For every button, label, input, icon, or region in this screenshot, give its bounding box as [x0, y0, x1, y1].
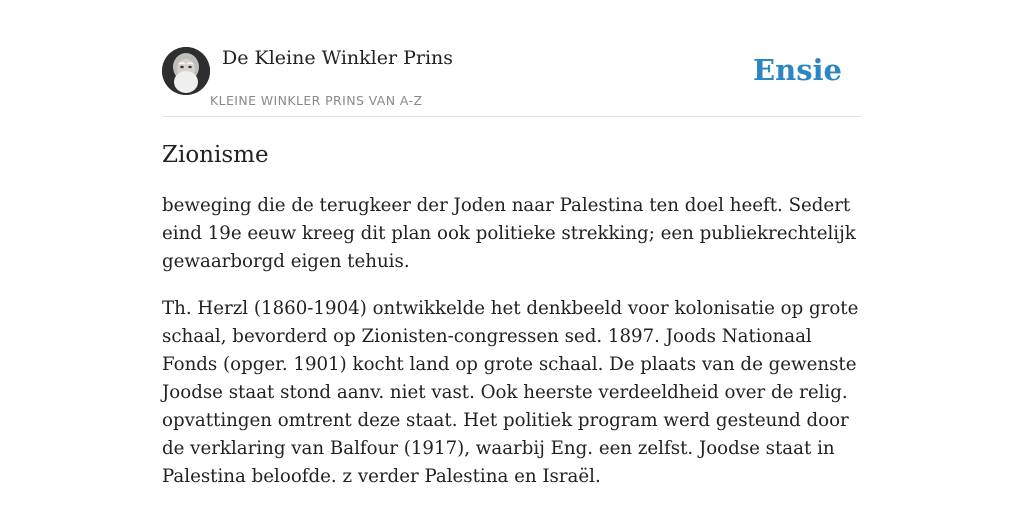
source-title[interactable]: De Kleine Winkler Prins — [222, 47, 454, 69]
entry-paragraph: Th. Herzl (1860-1904) ontwikkelde het denkbeeld voor kolonisatie op grote schaal, bevorderd op Zionisten-congressen sed. 1897. Joods Nationaal Fonds (opger. 1901) kocht land op grote schaal. De plaats van de gewenste Joodse staat stond aanv. niet vast. Ook heerste verdeeldheid over de relig. opvattingen omtrent deze staat. Het politiek program werd gesteund door de verklaring van Balfour (1917), waarbij Eng. een zelfst. Joodse staat in Palestina beloofde. z verder Palestina en Israël. — [162, 298, 859, 487]
source-subtitle: KLEINE WINKLER PRINS VAN A-Z — [210, 93, 423, 108]
author-avatar[interactable] — [162, 47, 210, 95]
entry-paragraph: beweging die de terugkeer der Joden naar Palestina ten doel heeft. Sedert eind 19e eeuw kreeg dit plan ook politieke strekking; een publiekrechtelijk gewaarborgd eigen tehuis. — [162, 195, 856, 272]
entry-title: Zionisme — [162, 142, 269, 168]
source-header — [162, 44, 862, 117]
brand-logo-link[interactable]: Ensie — [753, 53, 842, 87]
portrait-icon — [162, 47, 210, 95]
entry-body — [162, 192, 862, 510]
